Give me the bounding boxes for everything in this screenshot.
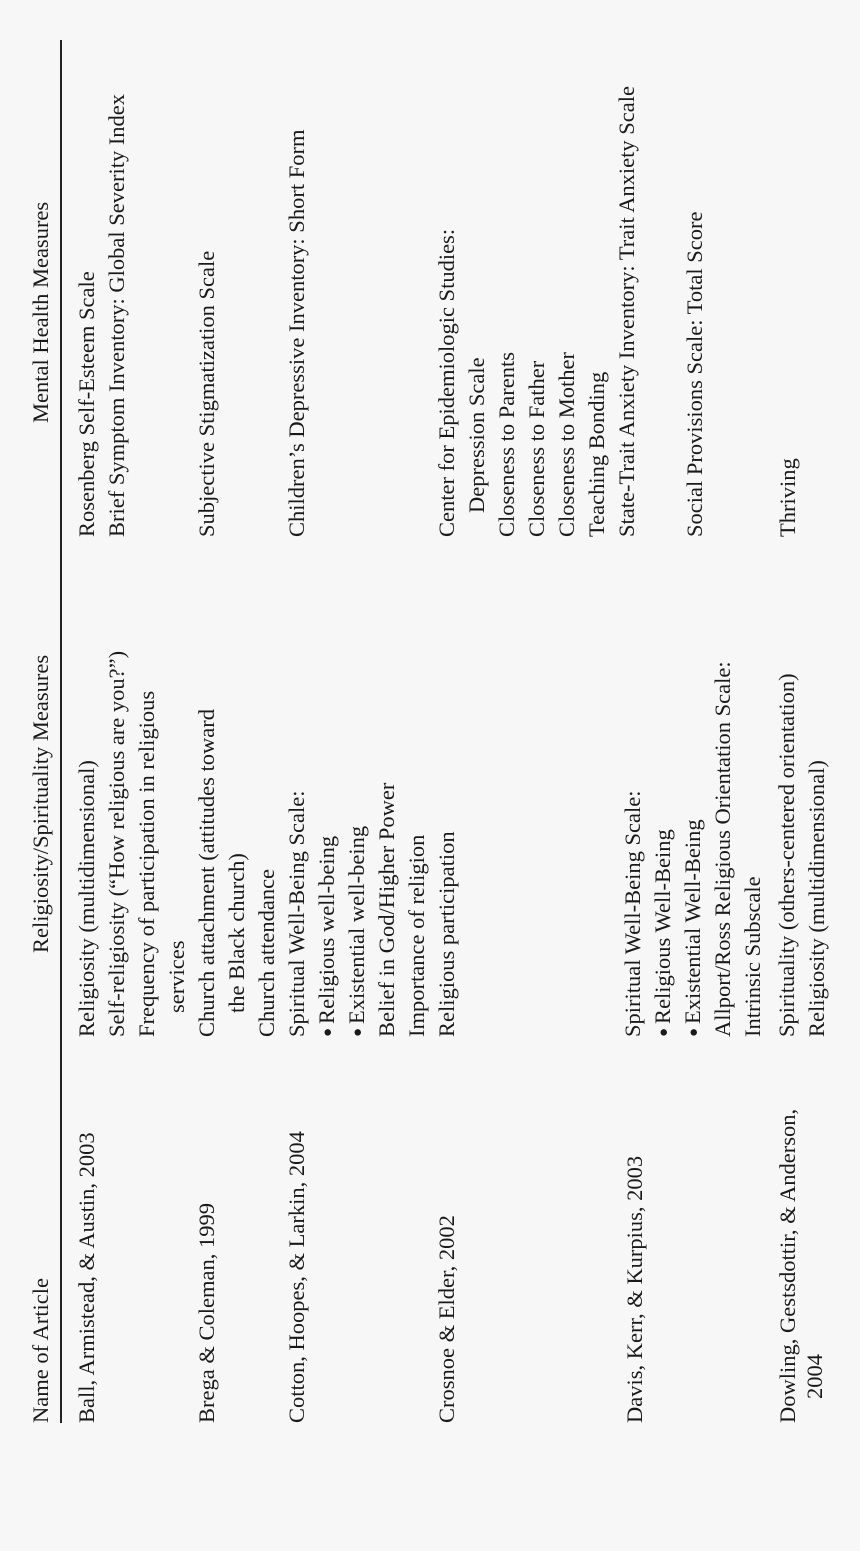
religiosity-item: Self-religiosity (“How religious are you?”) <box>104 650 129 1037</box>
mental-health-item: Center for Epidemiologic Studies: <box>434 228 459 537</box>
mental-health-item: Brief Symptom Inventory: Global Severity Index <box>104 93 129 537</box>
mental-health-item: Social Provisions Scale: Total Score <box>682 211 707 537</box>
religiosity-subitem: Existential Well-Being <box>680 819 705 1024</box>
religiosity-item: Importance of religion <box>404 834 429 1037</box>
mental-health-item: Rosenberg Self-Esteem Scale <box>74 271 99 537</box>
bullet-icon <box>680 1024 705 1037</box>
religiosity-item-continuation: services <box>164 940 189 1013</box>
mental-health-item-continuation: Depression Scale <box>464 357 489 513</box>
mental-health-item: Closeness to Parents <box>494 352 519 537</box>
mental-health-item: Thriving <box>775 458 800 537</box>
religiosity-item: Religiosity (multidimensional) <box>804 760 829 1037</box>
religiosity-subitem: Religious Well-Being <box>650 829 675 1024</box>
mental-health-item: Subjective Stigmatization Scale <box>194 250 219 537</box>
article-cell-continuation: 2004 <box>802 1354 827 1399</box>
mental-health-item: Closeness to Mother <box>554 352 579 537</box>
article-cell: Dowling, Gestsdottir, & Anderson, <box>775 1108 800 1423</box>
mental-health-item: Children’s Depressive Inventory: Short Form <box>284 129 309 537</box>
religiosity-item: Spiritual Well-Being Scale: <box>284 790 309 1037</box>
mental-health-item: Teaching Bonding <box>584 371 609 537</box>
bullet-icon <box>314 1024 339 1037</box>
religiosity-item: Spiritual Well-Being Scale: <box>620 790 645 1037</box>
article-cell: Ball, Armistead, & Austin, 2003 <box>74 1132 99 1423</box>
article-cell: Cotton, Hoopes, & Larkin, 2004 <box>284 1131 309 1423</box>
religiosity-item: Church attendance <box>254 868 279 1037</box>
mental-health-item: Closeness to Father <box>524 360 549 537</box>
bullet-icon <box>650 1024 675 1037</box>
article-cell: Crosnoe & Elder, 2002 <box>434 1215 459 1423</box>
header-rule <box>60 40 62 1423</box>
religiosity-item: Allport/Ross Religious Orientation Scale: <box>710 661 735 1037</box>
header-name-of-article: Name of Article <box>28 1278 53 1423</box>
religiosity-item: Frequency of participation in religious <box>134 690 159 1037</box>
religiosity-item: Intrinsic Subscale <box>740 876 765 1037</box>
article-cell: Davis, Kerr, & Kurpius, 2003 <box>622 1155 647 1423</box>
religiosity-item: Spirituality (others-centered orientation) <box>774 673 799 1037</box>
rotated-table <box>0 40 860 1423</box>
religiosity-subitem: Religious well-being <box>314 835 339 1024</box>
mental-health-item: State-Trait Anxiety Inventory: Trait Anxiety Scale <box>614 85 639 537</box>
religiosity-subitem: Existential well-being <box>344 825 369 1024</box>
religiosity-item: Religious participation <box>434 831 459 1037</box>
religiosity-item: Belief in God/Higher Power <box>374 782 399 1037</box>
header-religiosity-measures: Religiosity/Spirituality Measures <box>28 654 53 953</box>
header-mental-health-measures: Mental Health Measures <box>28 201 53 423</box>
religiosity-item-continuation: the Black church) <box>224 853 249 1013</box>
religiosity-item: Religiosity (multidimensional) <box>74 760 99 1037</box>
bullet-icon <box>344 1024 369 1037</box>
article-cell: Brega & Coleman, 1999 <box>194 1203 219 1423</box>
religiosity-item: Church attachment (attitudes toward <box>194 708 219 1037</box>
